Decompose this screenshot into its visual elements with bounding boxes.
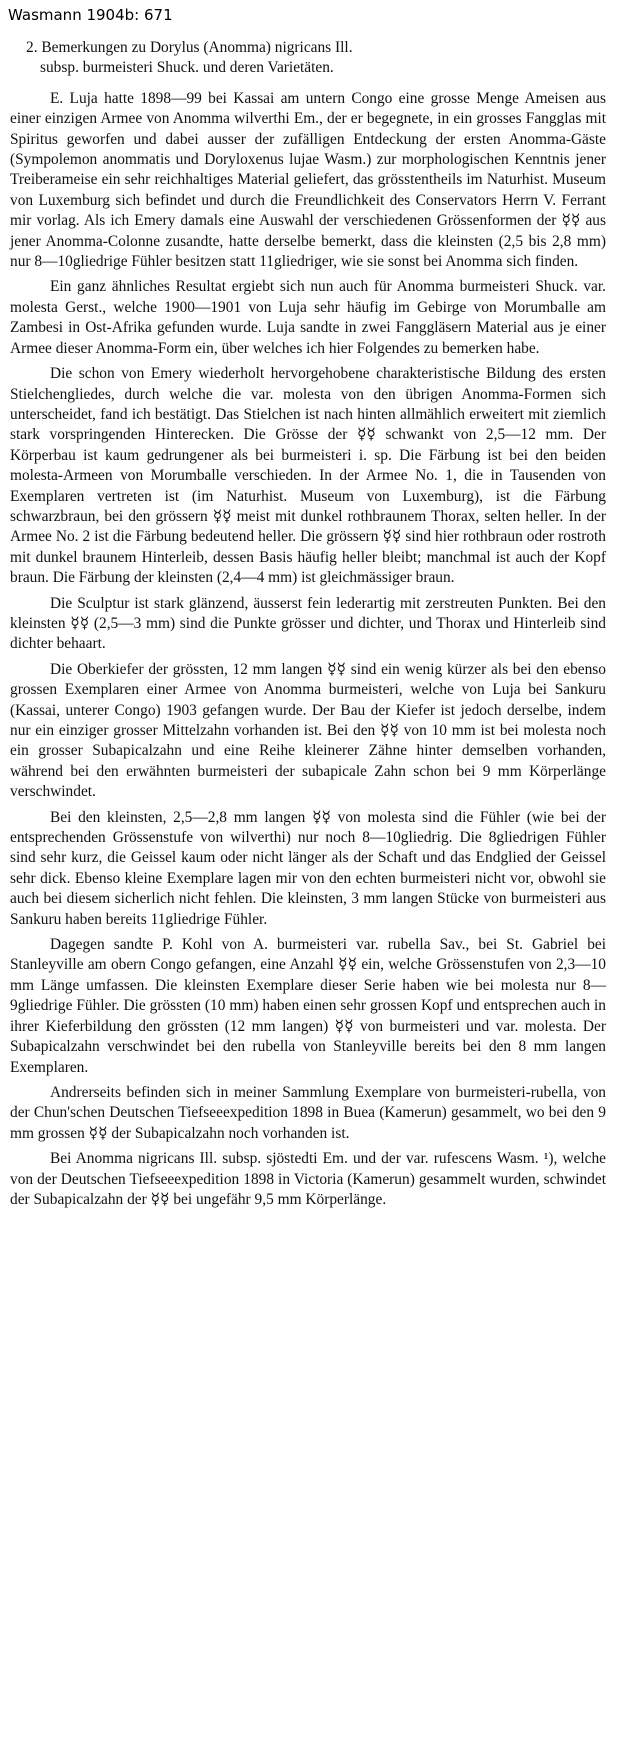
- paragraph-9: Bei Anomma nigricans Ill. subsp. sjöstedti Em. und der var. rufescens Wasm. ¹), welche von der Deutschen Tiefseeexpedition 1898 in Victoria (Kamerun) gesammelt wurden, schwindet der Subapicalzahn der ☿☿ bei ungefähr 9,5 mm Körperlänge.: [10, 1150, 606, 1208]
- paragraph-6: Bei den kleinsten, 2,5—2,8 mm langen ☿☿ von molesta sind die Fühler (wie bei der entsprechenden Grössenstufe von wilverthi) nur noch 8—10gliedrig. Die 8gliedrigen Fühler sind sehr kurz, die Geissel kaum oder nicht länger als der Schaft und das Endglied der Geissel sehr dick. Ebenso kleine Exemplare lagen mir von den echten burmeisteri nicht vor, obwohl sie auch bei diesem sicherlich nicht fehlen. Die kleinsten, 3 mm langen Stücke von burmeisteri aus Sankuru haben bereits 11gliedrige Fühler.: [10, 808, 606, 928]
- page-header: Wasmann 1904b: 671: [8, 6, 173, 24]
- paragraph-3: Die schon von Emery wiederholt hervorgehobene charakteristische Bildung des ersten Stielchengliedes, durch welche die var. molesta von den übrigen Anomma-Formen sich unterscheidet, fand ich bestätigt. Das Stielchen ist nach hinten allmählich erweitert mit ziemlich stark vorspringenden Hinterecken. Die Grösse der ☿☿ schwankt von 2,5—12 mm. Der Körperbau ist kaum gedrungener als bei burmeisteri i. sp. Die Färbung ist bei den beiden molesta-Armeen von Morumballe verschieden. In der Armee No. 1, die in Tausenden von Exemplaren vertreten ist (im Naturhist. Museum von Luxemburg), ist die Färbung schwarzbraun, bei den grössern ☿☿ meist mit dunkel rothbraunem Thorax, selten heller. In der Armee No. 2 ist die Färbung bedeutend heller. Die grössern ☿☿ sind hier rothbraun oder rostroth mit dunkel braunem Hinterleib, dessen Basis häufig heller bleibt; manchmal ist auch der Kopf braun. Die Färbung der kleinsten (2,4—4 mm) ist gleichmässiger braun.: [10, 365, 606, 587]
- paragraph-2: Ein ganz ähnliches Resultat ergiebt sich nun auch für Anomma burmeisteri Shuck. var. molesta Gerst., welche 1900—1901 von Luja sehr häufig im Gebirge von Morumballe am Zambesi in Ost-Afrika gefunden wurde. Luja sandte in zwei Fanggläsern Material aus je einer Armee dieser Anomma-Form ein, über welches ich hier Folgendes zu bemerken habe.: [10, 278, 606, 357]
- paragraph-8: Andrerseits befinden sich in meiner Sammlung Exemplare von burmeisteri-rubella, von der Chun'schen Deutschen Tiefseeexpedition 1898 in Buea (Kamerun) gesammelt, wo bei den 9 mm grossen ☿☿ der Subapicalzahn noch vorhanden ist.: [10, 1083, 606, 1142]
- section-title-line-1: 2. Bemerkungen zu Dorylus (Anomma) nigricans Ill.: [26, 39, 353, 56]
- document-body: [10, 38, 606, 1215]
- paragraph-5: Die Oberkiefer der grössten, 12 mm langen ☿☿ sind ein wenig kürzer als bei den ebenso grossen Exemplaren einer Armee von Anomma burmeisteri, welche von Luja bei Sankuru (Kassai, unterer Congo) 1903 gefangen wurde. Der Bau der Kiefer ist jedoch derselbe, indem nur ein einziger grosser Mittelzahn vorhanden ist. Bei den ☿☿ von 10 mm ist bei molesta noch ein grosser Subapicalzahn und eine Reihe kleinerer Zähne hinter demselben vorhanden, während bei den erwähnten burmeisteri der subapicale Zahn schon bei 9 mm Körperlänge verschwindet.: [10, 660, 606, 801]
- paragraph-4: Die Sculptur ist stark glänzend, äusserst fein lederartig mit zerstreuten Punkten. Bei den kleinsten ☿☿ (2,5—3 mm) sind die Punkte grösser und dichter, und Thorax und Hinterleib sind dichter behaart.: [10, 594, 606, 653]
- section-title-line-2: subsp. burmeisteri Shuck. und deren Varietäten.: [40, 59, 334, 77]
- paragraph-1: E. Luja hatte 1898—99 bei Kassai am untern Congo eine grosse Menge Ameisen aus einer einzigen Armee von Anomma wilverthi Em., der er begegnete, in ein grosses Fangglas mit Spiritus geworfen und dabei ausser der zufälligen Entdeckung der ersten Anomma-Gäste (Sympolemon anommatis und Doryloxenus lujae Wasm.) zur morphologischen Kenntnis jener Treiberameise ein sehr reichhaltiges Material geliefert, das grösstentheils im Naturhist. Museum von Luxemburg sich befindet und durch die Freundlichkeit des Conservators Herrn V. Ferrant mir vorlag. Als ich Emery damals eine Auswahl der verschiedenen Grössenformen der ☿☿ aus jener Anomma-Colonne zusandte, hatte derselbe bemerkt, dass die kleinsten (2,5 bis 2,8 mm) nur 8—10gliedrige Fühler besitzen statt 11gliedriger, wie sie sonst bei Anomma sich finden.: [10, 89, 606, 271]
- section-title: [10, 38, 606, 79]
- paragraph-7: Dagegen sandte P. Kohl von A. burmeisteri var. rubella Sav., bei St. Gabriel bei Stanleyville am obern Congo gefangen, eine Anzahl ☿☿ ein, welche Grössenstufen von 2,3—10 mm Länge umfassen. Die kleinsten Exemplare dieser Serie haben wie bei molesta nur 8—9gliedrige Fühler. Die grössten (10 mm) haben einen sehr grossen Kopf und entsprechen auch in ihrer Kieferbildung den grössten (12 mm langen) ☿☿ von burmeisteri und var. molesta. Der Subapicalzahn verschwindet bei den rubella von Stanleyville bereits bei den 8 mm langen Exemplaren.: [10, 936, 606, 1076]
